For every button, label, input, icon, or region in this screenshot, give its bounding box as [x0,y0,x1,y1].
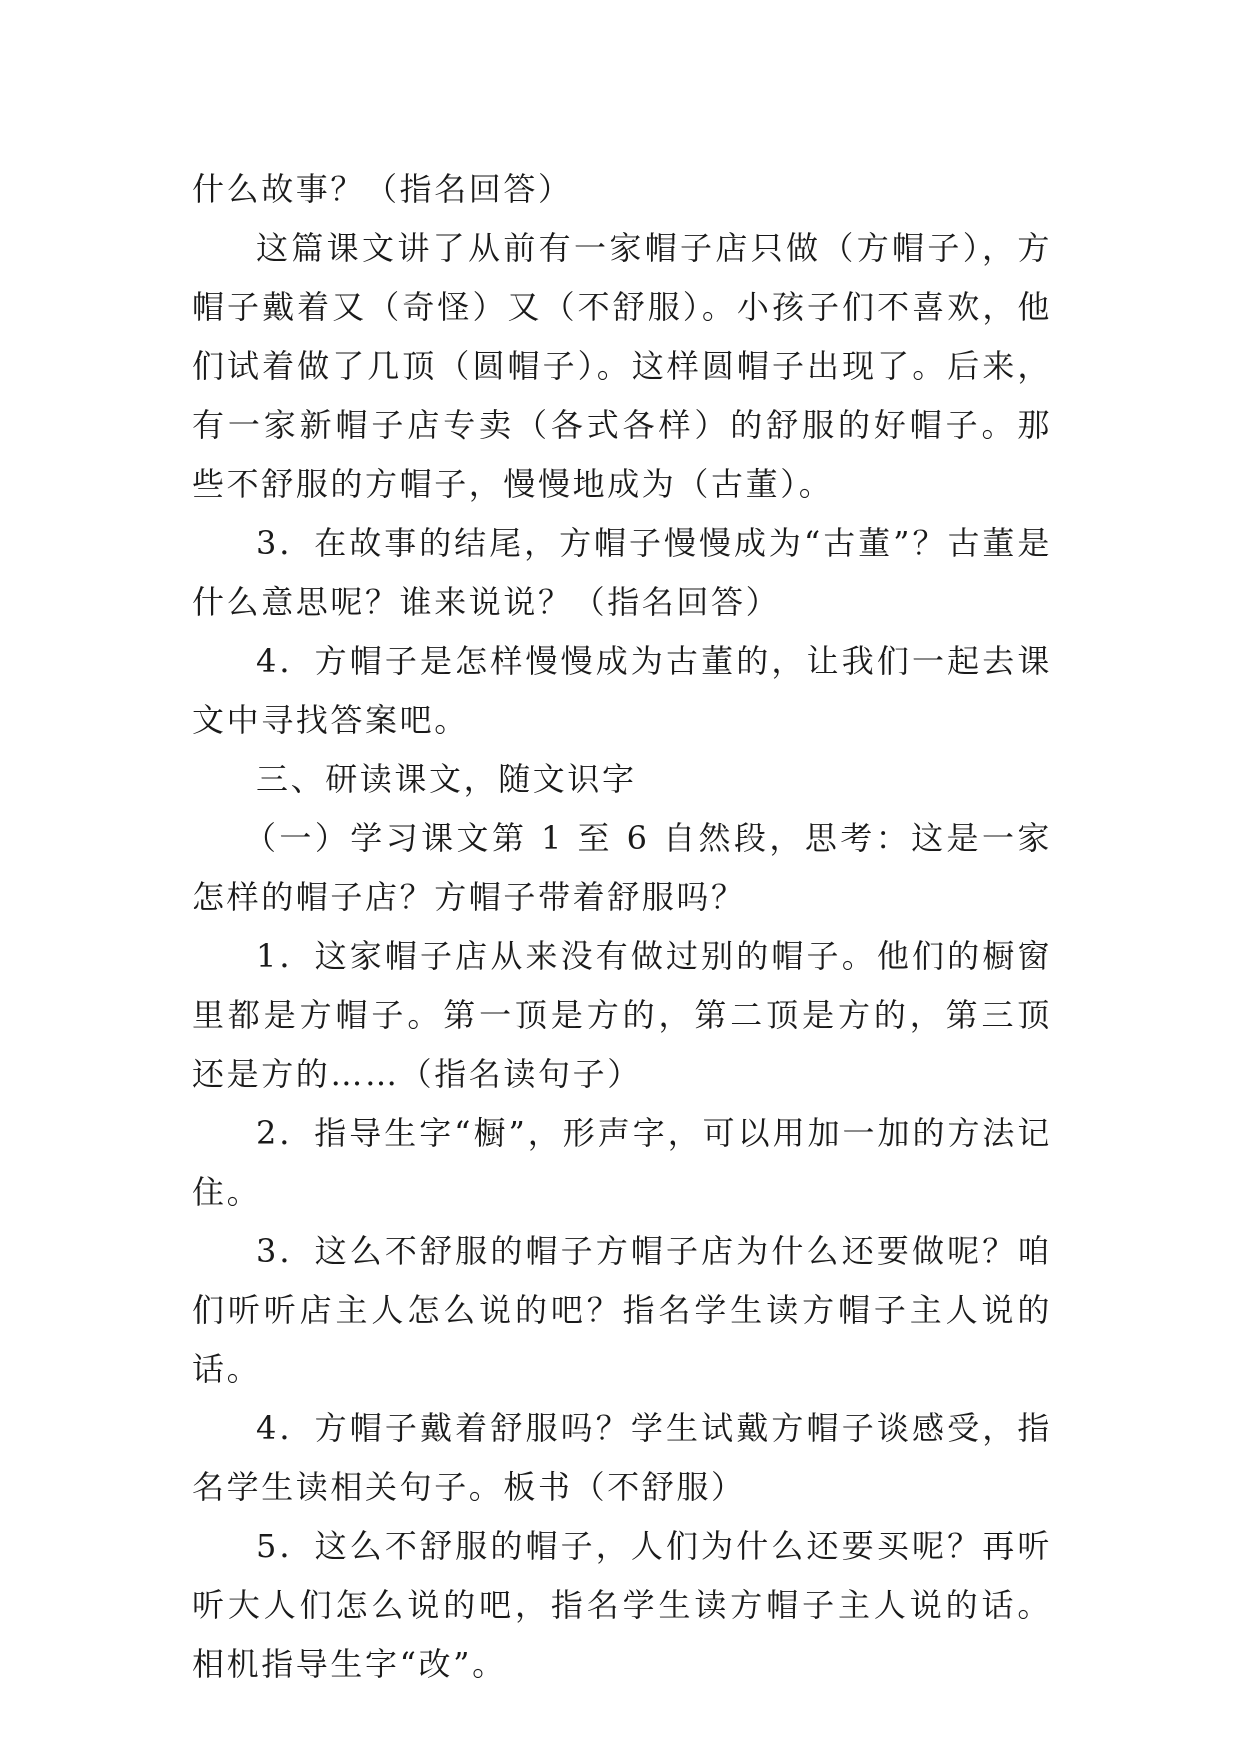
paragraph-item-3: 3．在故事的结尾，方帽子慢慢成为“古董”？古董是什么意思呢？谁来说说？（指名回答） [192,524,1052,621]
paragraph-continuation: 什么故事？（指名回答） [192,170,573,208]
paragraph-step-3: 3．这么不舒服的帽子方帽子店为什么还要做呢？咱们听听店主人怎么说的吧？指名学生读方帽子主人说的话。 [192,1232,1052,1388]
subsection-heading: （一）学习课文第 1 至 6 自然段，思考：这是一家怎样的帽子店？方帽子带着舒服吗？ [192,819,1052,916]
section-heading: 三、研读课文，随文识字 [256,760,637,798]
paragraph-item-4: 4．方帽子是怎样慢慢成为古董的，让我们一起去课文中寻找答案吧。 [192,642,1052,739]
paragraph-step-4: 4．方帽子戴着舒服吗？学生试戴方帽子谈感受，指名学生读相关句子。板书（不舒服） [192,1409,1052,1506]
paragraph-step-5: 5．这么不舒服的帽子，人们为什么还要买呢？再听听大人们怎么说的吧，指名学生读方帽子主人说的话。相机指导生字“改”。 [192,1527,1052,1683]
document-body [192,160,1052,1694]
paragraph-step-1: 1．这家帽子店从来没有做过别的帽子。他们的橱窗里都是方帽子。第一顶是方的，第二顶是方的，第三顶还是方的……（指名读句子） [192,937,1052,1093]
paragraph-story-summary: 这篇课文讲了从前有一家帽子店只做（方帽子），方帽子戴着又（奇怪）又（不舒服）。小孩子们不喜欢，他们试着做了几顶（圆帽子）。这样圆帽子出现了。后来，有一家新帽子店专卖（各式各样）的舒服的好帽子。那些不舒服的方帽子，慢慢地成为（古董）。 [192,229,1052,503]
paragraph-step-2: 2．指导生字“橱”，形声字，可以用加一加的方法记住。 [192,1114,1052,1211]
